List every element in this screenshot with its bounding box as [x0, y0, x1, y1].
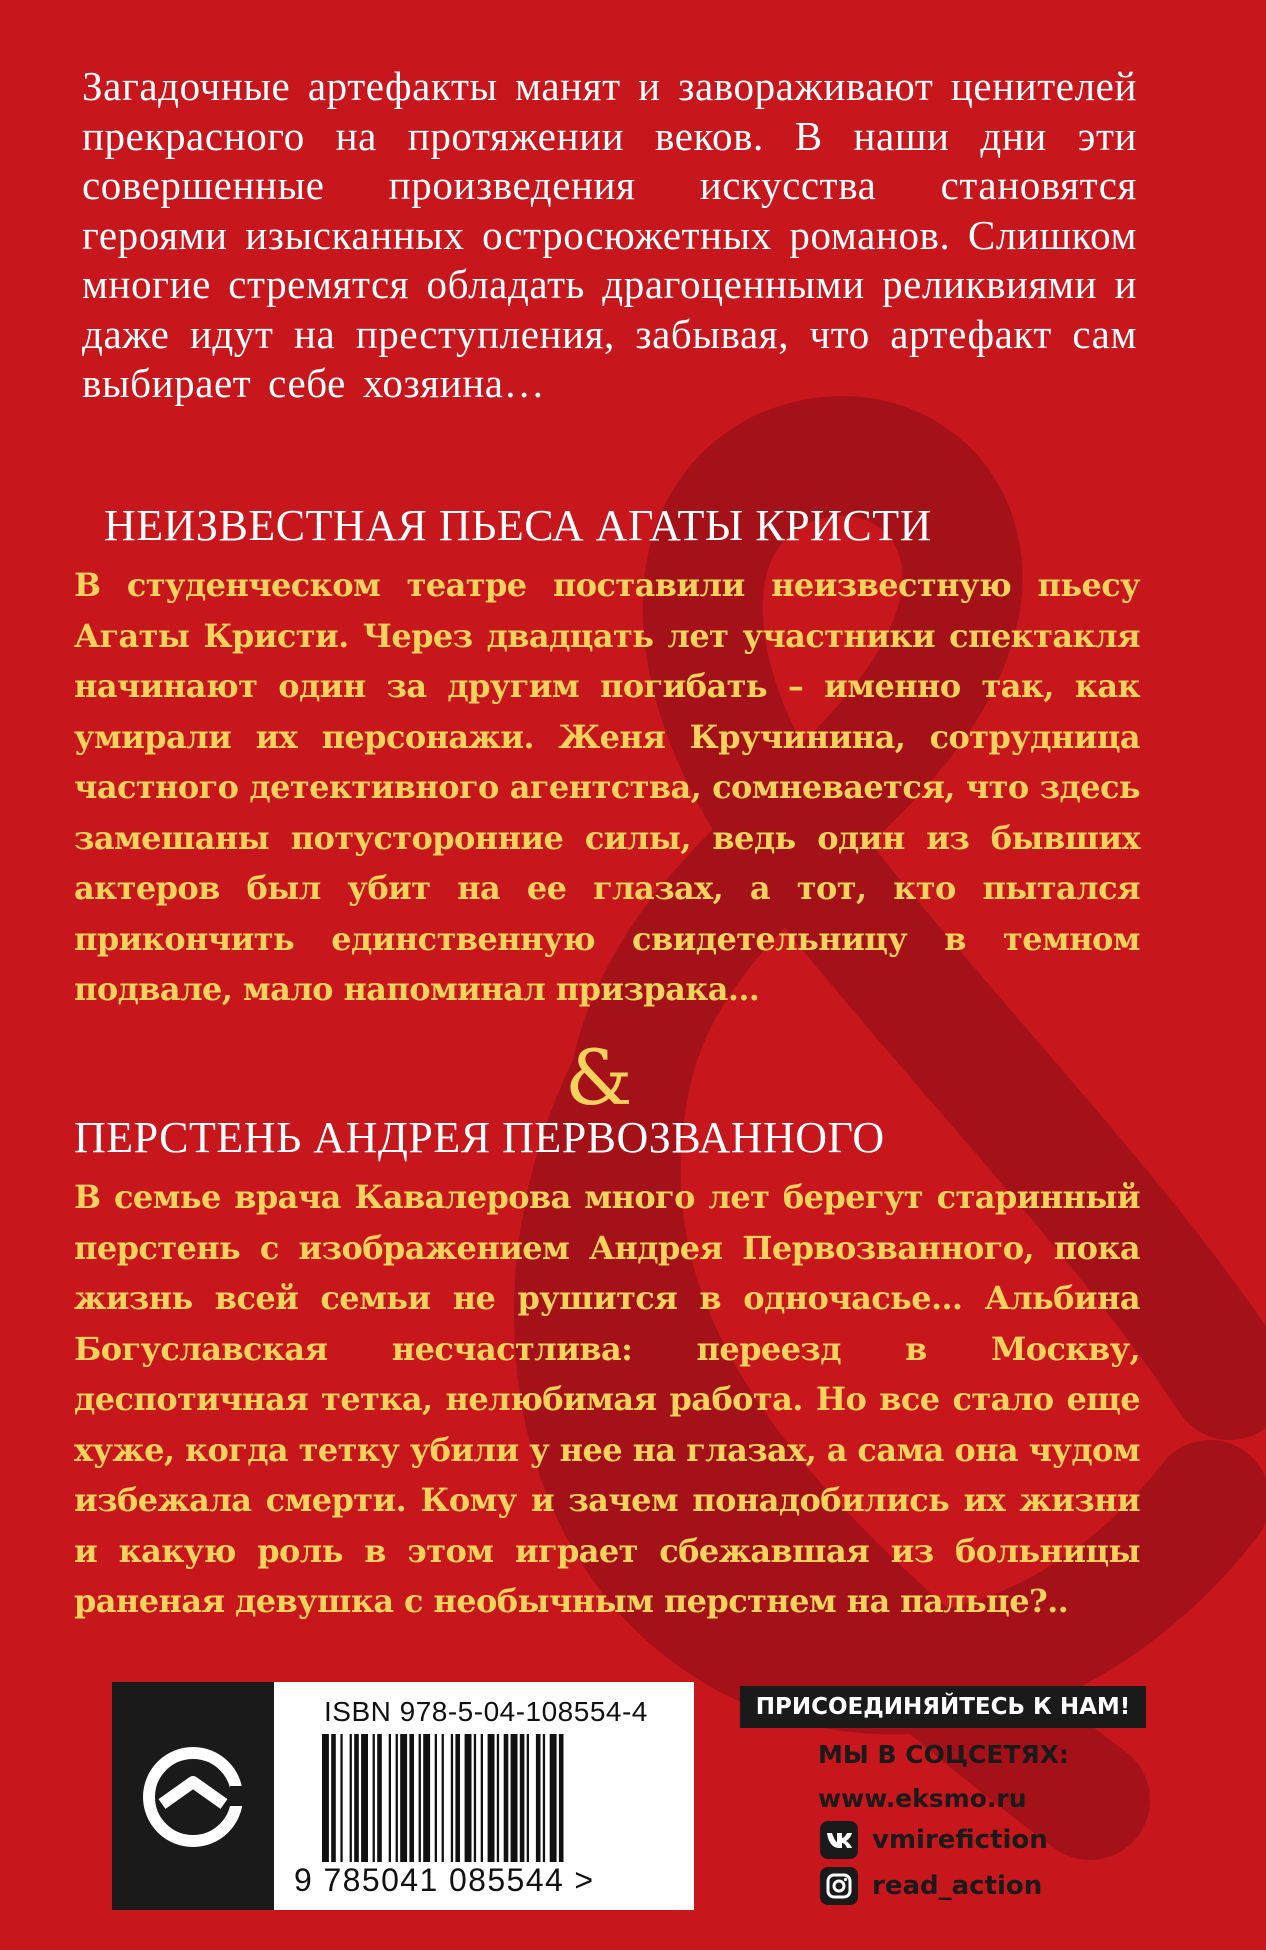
- story2-text: В семье врача Кавалерова много лет берегут старинный перстень с изображением Андрея Первозванного, пока жизнь всей семьи не рушится в одночасье… Альбина Богуславская несчастлива: переезд в Москву, деспотичная тетка, нелюбимая работа. Но все стало еще хуже, когда тетку убили у нее на глазах, а сама она чудом избежала смерти. Кому и зачем понадобились их жизни и какую роль в этом играет сбежавшая из больницы раненая девушка с необычным перстнем на пальце?..: [74, 1178, 1140, 1620]
- eksmo-logo-icon: [132, 1742, 254, 1852]
- barcode-block: [274, 1682, 694, 1910]
- publisher-logo: [112, 1682, 274, 1910]
- instagram-icon: [820, 1867, 858, 1905]
- barcode-bars: [322, 1734, 672, 1862]
- instagram-handle[interactable]: read_action: [872, 1871, 1043, 1901]
- story2-title: ПЕРСТЕНЬ АНДРЕЯ ПЕРВОЗВАННОГО: [74, 1113, 885, 1162]
- vk-icon: [820, 1821, 858, 1859]
- isbn: ISBN 978-5-04-108554-4: [324, 1696, 648, 1727]
- barcode-digits: 9 785041 085544 >: [294, 1862, 595, 1898]
- story1-text: В студенческом театре поставили неизвестную пьесу Агаты Кристи. Через двадцать лет участники спектакля начинают один за другим погибать – именно так, как умирали их персонажи. Женя Кручинина, сотрудница частного детективного агентства, сомневается, что здесь замешаны потусторонние силы, ведь один из бывших актеров был убит на ее глазах, а тот, кто пытался прикончить единственную свидетельницу в темном подвале, мало напоминал призрака…: [74, 566, 1140, 1008]
- instagram-row[interactable]: [820, 1866, 1042, 1906]
- ampersand: &: [565, 1033, 633, 1122]
- website-link[interactable]: www.eksmo.ru: [818, 1784, 1027, 1813]
- social-title: МЫ В СОЦСЕТЯХ:: [818, 1740, 1070, 1769]
- join-banner: ПРИСОЕДИНЯЙТЕСЬ К НАМ!: [740, 1686, 1146, 1728]
- vk-handle[interactable]: vmirefiction: [872, 1825, 1048, 1855]
- vk-row[interactable]: [820, 1820, 1048, 1860]
- intro-paragraph: Загадочные артефакты манят и завораживают ценителей прекрасного на протяжении веков. В наши дни эти совершенные произведения искусства становятся героями изысканных остросюжетных романов. Слишком многие стремятся обладать драгоценными реликвиями и даже идут на преступления, забывая, что артефакт сам выбирает себе хозяина…: [82, 63, 1137, 406]
- story1-title: НЕИЗВЕСТНАЯ ПЬЕСА АГАТЫ КРИСТИ: [104, 501, 932, 550]
